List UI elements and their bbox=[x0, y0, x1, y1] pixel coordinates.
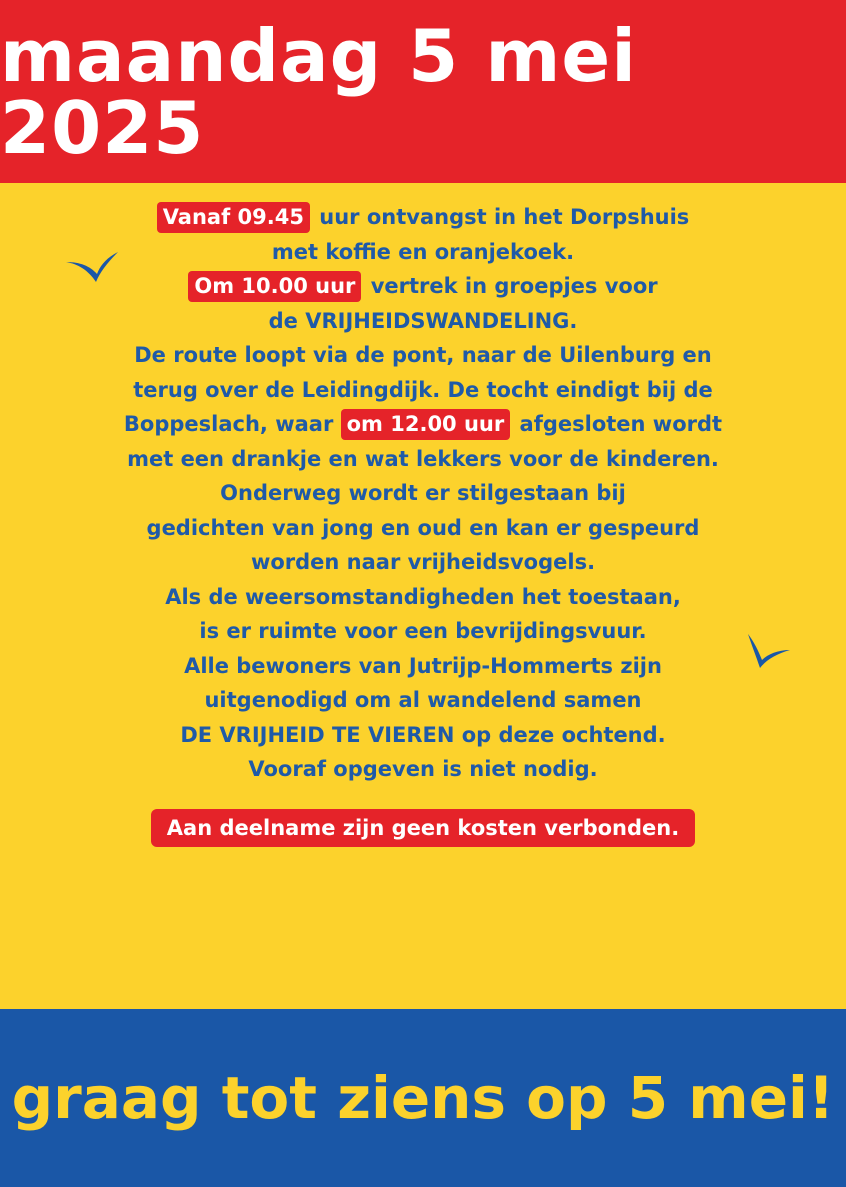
poems-paragraph bbox=[60, 476, 786, 580]
walk-text: Boppeslach, waar bbox=[123, 412, 341, 436]
poems-text: Onderweg wordt er stilgestaan bij bbox=[220, 481, 626, 505]
invitation-text: uitgenodigd om al wandelend samen bbox=[204, 688, 642, 712]
page-title: maandag 5 mei 2025 bbox=[0, 13, 637, 170]
main-content bbox=[60, 200, 786, 847]
invitation-text: Vooraf opgeven is niet nodig. bbox=[248, 757, 598, 781]
walk-text: afgesloten wordt bbox=[512, 412, 723, 436]
poems-text: gedichten van jong en oud en kan er gespeurd bbox=[146, 515, 700, 540]
walk-text: de VRIJHEIDSWANDELING. bbox=[268, 308, 578, 333]
poems-text: worden naar vrijheidsvogels. bbox=[250, 550, 596, 574]
walk-text: terug over de Leidingdijk. De tocht eindigt bij de bbox=[133, 377, 713, 402]
invitation-text: Alle bewoners van Jutrijp-Hommerts zijn bbox=[184, 653, 662, 678]
departure-time-highlight: Om 10.00 uur bbox=[188, 271, 361, 302]
footer-title: graag tot ziens op 5 mei! bbox=[11, 1064, 835, 1132]
header-band bbox=[0, 0, 846, 183]
walk-text: De route loopt via de pont, naar de Uilenburg en bbox=[134, 343, 712, 367]
reception-text: met koffie en oranjekoek. bbox=[271, 239, 575, 264]
end-time-highlight: om 12.00 uur bbox=[341, 409, 511, 440]
fire-text: Als de weersomstandigheden het toestaan, bbox=[165, 584, 681, 609]
footer-band bbox=[0, 1009, 846, 1187]
free-participation-badge: Aan deelname zijn geen kosten verbonden. bbox=[151, 809, 695, 847]
start-time-highlight: Vanaf 09.45 bbox=[157, 202, 310, 233]
invitation-text: DE VRIJHEID TE VIEREN op deze ochtend. bbox=[180, 722, 666, 747]
walk-paragraph bbox=[60, 269, 786, 476]
walk-text: met een drankje en wat lekkers voor de kinderen. bbox=[127, 446, 719, 471]
reception-paragraph bbox=[60, 200, 786, 269]
reception-text: uur ontvangst in het Dorpshuis bbox=[311, 205, 690, 229]
fire-paragraph bbox=[60, 580, 786, 649]
invitation-paragraph bbox=[60, 649, 786, 787]
fire-text: is er ruimte voor een bevrijdingsvuur. bbox=[199, 619, 647, 643]
walk-text: vertrek in groepjes voor bbox=[363, 274, 658, 298]
